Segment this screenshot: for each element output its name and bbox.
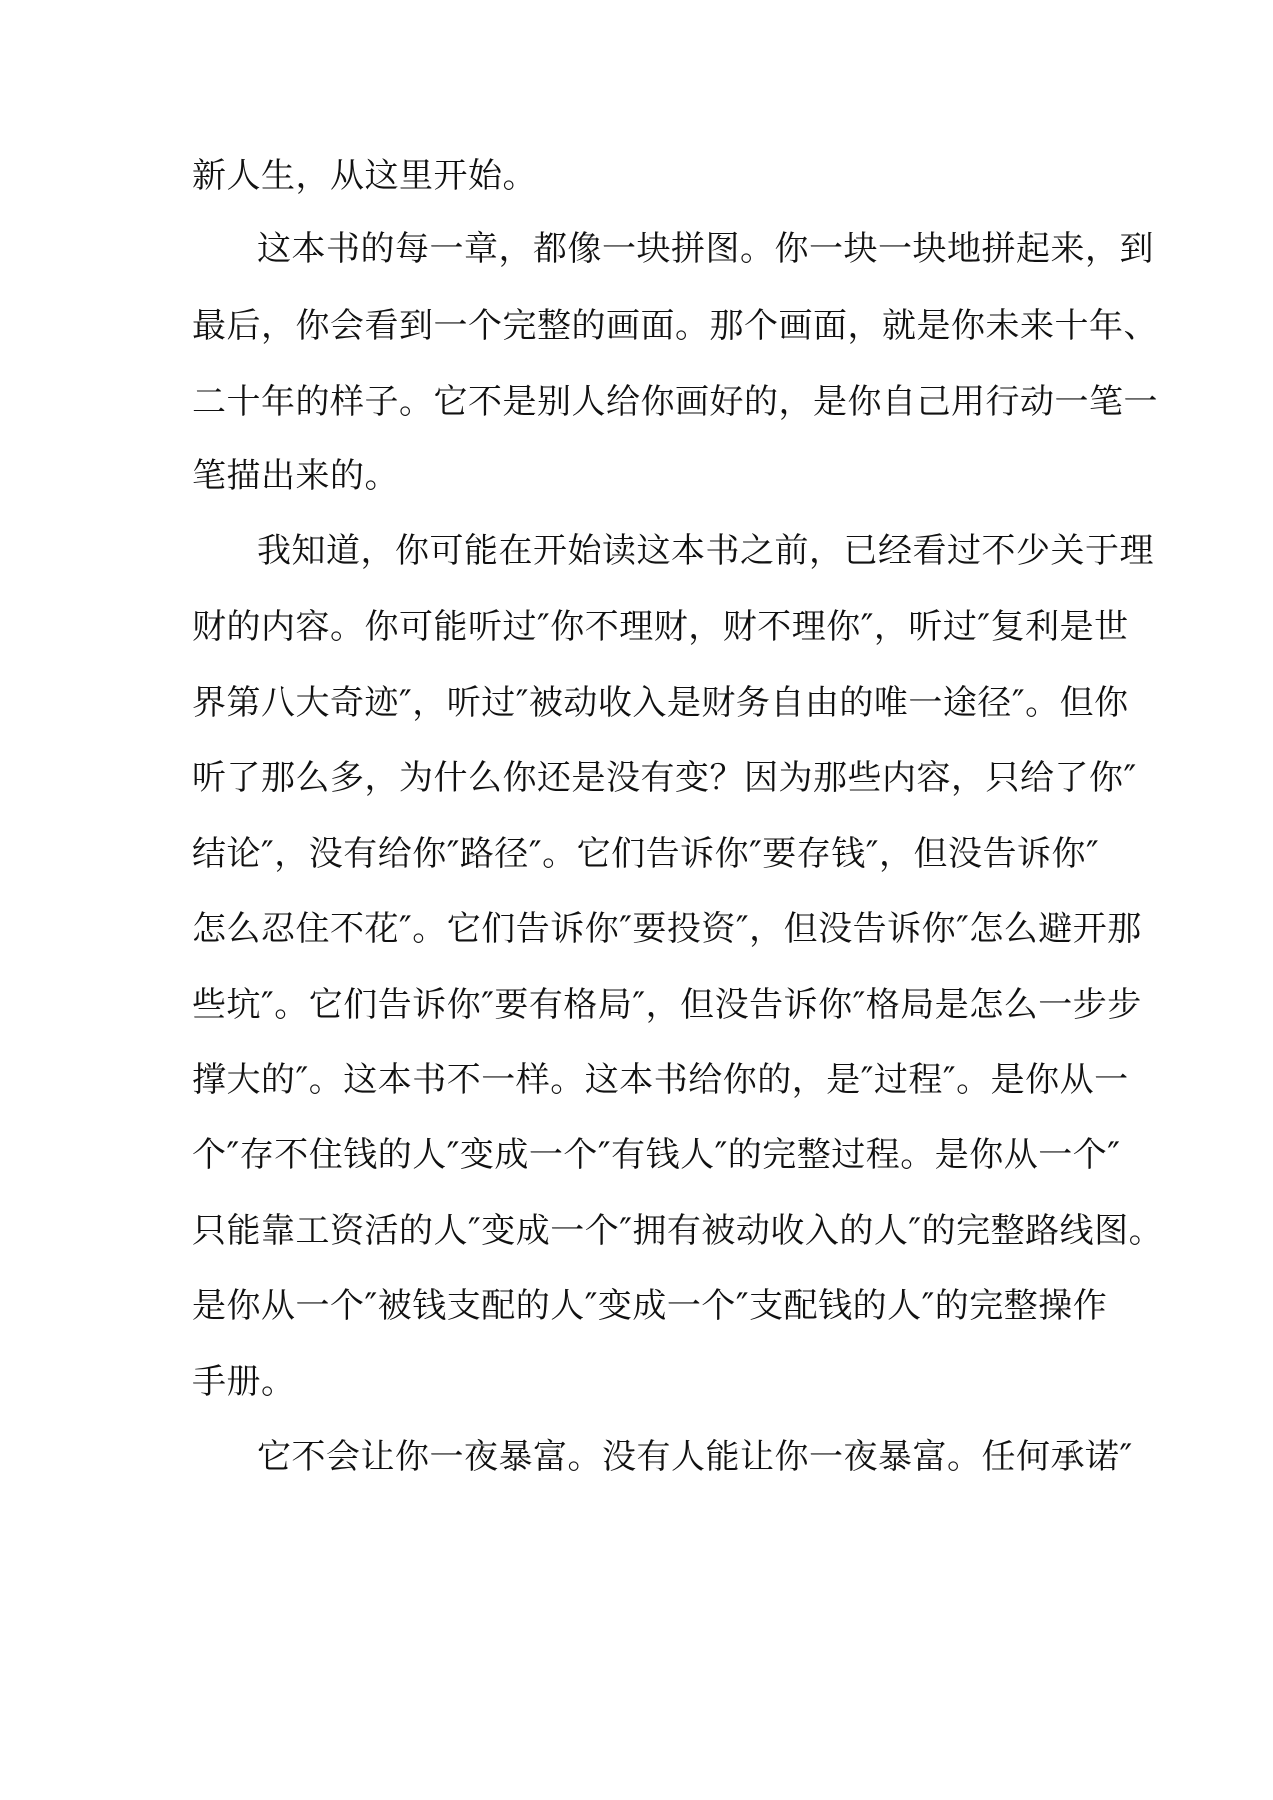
paragraph-first-line: 这本书的每一章，都像一块拼图。你一块一块地拼起来，到 [257,229,1154,269]
text-line: 手册。 [192,1362,296,1402]
paragraph-first-line: 我知道，你可能在开始读这本书之前，已经看过不少关于理 [257,531,1154,571]
text-line: 听了那么多，为什么你还是没有变？因为那些内容，只给了你″ [192,758,1137,798]
text-line: 结论″，没有给你″路径″。它们告诉你″要存钱″，但没告诉你″ [192,834,1100,874]
text-line: 怎么忍住不花″。它们告诉你″要投资″，但没告诉你″怎么避开那 [192,909,1142,949]
text-line: 笔描出来的。 [192,456,399,496]
text-line: 最后，你会看到一个完整的画面。那个画面，就是你未来十年、 [192,306,1158,346]
paragraph-first-line: 它不会让你一夜暴富。没有人能让你一夜暴富。任何承诺″ [257,1437,1133,1477]
text-line: 撑大的″。这本书不一样。这本书给你的，是″过程″。是你从一 [192,1060,1129,1100]
text-line: 是你从一个″被钱支配的人″变成一个″支配钱的人″的完整操作 [192,1286,1108,1326]
text-line: 些坑″。它们告诉你″要有格局″，但没告诉你″格局是怎么一步步 [192,985,1142,1025]
text-line: 财的内容。你可能听过″你不理财，财不理你″，听过″复利是世 [192,607,1129,647]
text-line: 只能靠工资活的人″变成一个″拥有被动收入的人″的完整路线图。 [192,1211,1164,1251]
text-line: 界第八大奇迹″，听过″被动收入是财务自由的唯一途径″。但你 [192,683,1129,723]
text-line: 个″存不住钱的人″变成一个″有钱人″的完整过程。是你从一个″ [192,1135,1121,1175]
text-line: 新人生，从这里开始。 [192,156,537,196]
text-line: 二十年的样子。它不是别人给你画好的，是你自己用行动一笔一 [192,382,1158,422]
